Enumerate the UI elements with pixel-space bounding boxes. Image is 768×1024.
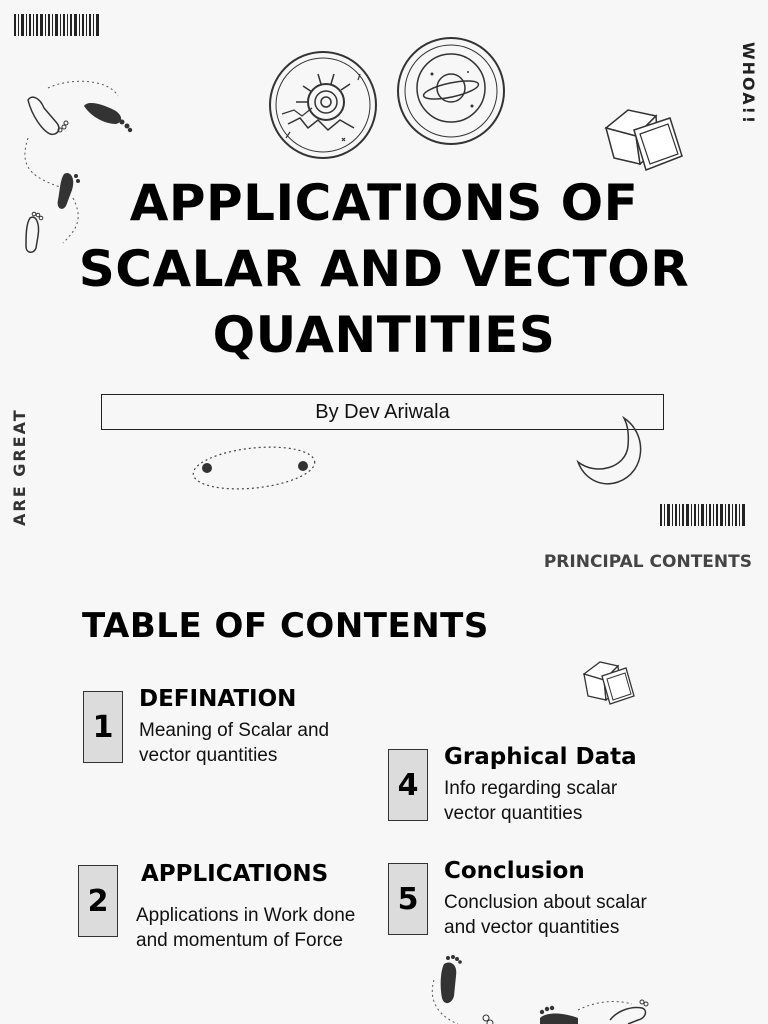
toc-item-title: Graphical Data [444, 744, 637, 770]
planet-emblem-icon [396, 36, 506, 146]
page-title [40, 170, 728, 368]
toc-item-title: DEFINATION [139, 686, 297, 712]
toc-number: 1 [92, 709, 114, 745]
title-line: SCALAR AND VECTOR [78, 240, 690, 298]
cubes-icon [600, 104, 690, 179]
footprints-icon [428, 950, 658, 1024]
barcode-icon [14, 14, 99, 36]
sun-emblem-icon [268, 50, 378, 160]
cubes-icon [580, 658, 640, 710]
author-name: By Dev Ariwala [315, 400, 450, 423]
toc-number: 4 [397, 767, 419, 803]
side-label-left: ARE GREAT [10, 408, 29, 526]
toc-number-box [388, 749, 428, 821]
principal-contents-label: PRINCIPAL CONTENTS [543, 552, 752, 572]
side-label-right: WHOA!! [739, 42, 758, 126]
moon-icon [576, 414, 648, 488]
toc-item-desc: Conclusion about scalar and vector quantities [444, 892, 647, 938]
toc-number-box [83, 691, 123, 763]
toc-item-title: APPLICATIONS [141, 861, 329, 887]
toc-item-desc: Meaning of Scalar and vector quantities [139, 720, 330, 766]
title-line: QUANTITIES [212, 306, 556, 364]
toc-number-box [388, 863, 428, 935]
barcode-icon [660, 504, 745, 526]
toc-heading: TABLE OF CONTENTS [82, 606, 489, 646]
toc-item-desc: Info regarding scalar vector quantities [444, 778, 618, 824]
toc-number: 5 [397, 881, 419, 917]
toc-number: 2 [87, 883, 109, 919]
title-line: APPLICATIONS OF [129, 174, 639, 232]
toc-item-desc: Applications in Work done and momentum of Force [136, 905, 356, 951]
toc-number-box [78, 865, 118, 937]
orbit-icon [190, 444, 320, 494]
toc-item-title: Conclusion [444, 858, 585, 884]
